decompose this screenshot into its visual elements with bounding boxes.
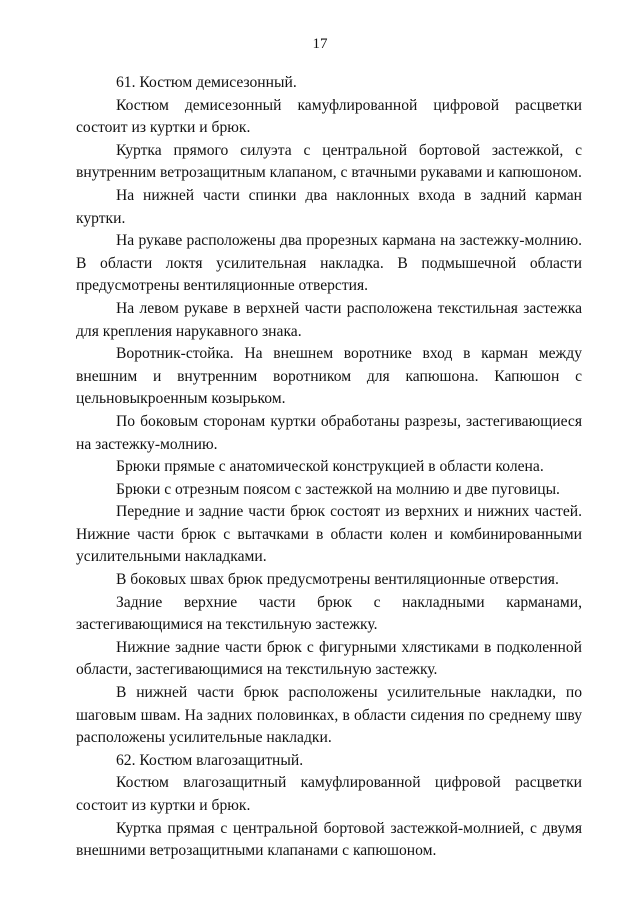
paragraph: Костюм демисезонный камуфлированной цифровой расцветки состоит из куртки и брюк. (76, 96, 582, 137)
section-heading-61: 61. Костюм демисезонный. (116, 74, 297, 91)
section-heading-62: 62. Костюм влагозащитный. (116, 751, 304, 769)
paragraph: Куртка прямого силуэта с центральной бортовой застежкой, с внутренним ветрозащитным клапаном, с втачными рукавами и капюшоном. (76, 141, 582, 182)
paragraph: Задние верхние части брюк с накладными карманами, застегивающимися на текстильную застежку. (76, 593, 582, 634)
paragraph: Брюки прямые с анатомической конструкцией в области колена. (116, 458, 544, 476)
paragraph: Костюм влагозащитный камуфлированной цифровой расцветки состоит из куртки и брюк. (76, 774, 582, 814)
paragraph: По боковым сторонам куртки обработаны разрезы, застегивающиеся на застежку-молнию. (76, 412, 582, 453)
paragraph: На левом рукаве в верхней части расположена текстильная застежка для крепления нарукавного знака. (76, 299, 582, 340)
paragraph: Куртка прямая с центральной бортовой застежкой-молнией, с двумя внешними ветрозащитными клапанами с капюшоном. (76, 819, 582, 860)
paragraph: В боковых швах брюк предусмотрены вентиляционные отверстия. (116, 571, 559, 589)
paragraph: На рукаве расположены два прорезных кармана на застежку-молнию. В области локтя усилительная накладка. В подмышечной области предусмотрены вентиляционные отверстия. (76, 232, 582, 295)
document-body (76, 72, 582, 863)
paragraph: В нижней части брюк расположены усилительные накладки, по шаговым швам. На задних половинках, в области сидения по среднему шву расположены усилительные накладки. (76, 684, 582, 747)
paragraph: Брюки с отрезным поясом с застежкой на молнию и две пуговицы. (116, 480, 560, 498)
paragraph: Нижние задние части брюк с фигурными хлястиками в подколенной области, застегивающимися на текстильную застежку. (76, 638, 582, 679)
paragraph: Воротник-стойка. На внешнем воротнике вход в карман между внешним и внутренним воротником для капюшона. Капюшон с цельновыкроенным козырьком. (76, 345, 582, 408)
page-number: 17 (312, 36, 328, 52)
paragraph: На нижней части спинки два наклонных входа в задний карман куртки. (76, 186, 582, 227)
paragraph: Передние и задние части брюк состоят из верхних и нижних частей. Нижние части брюк с вытачками в области колен и комбинированными усилительными накладками. (76, 503, 582, 566)
